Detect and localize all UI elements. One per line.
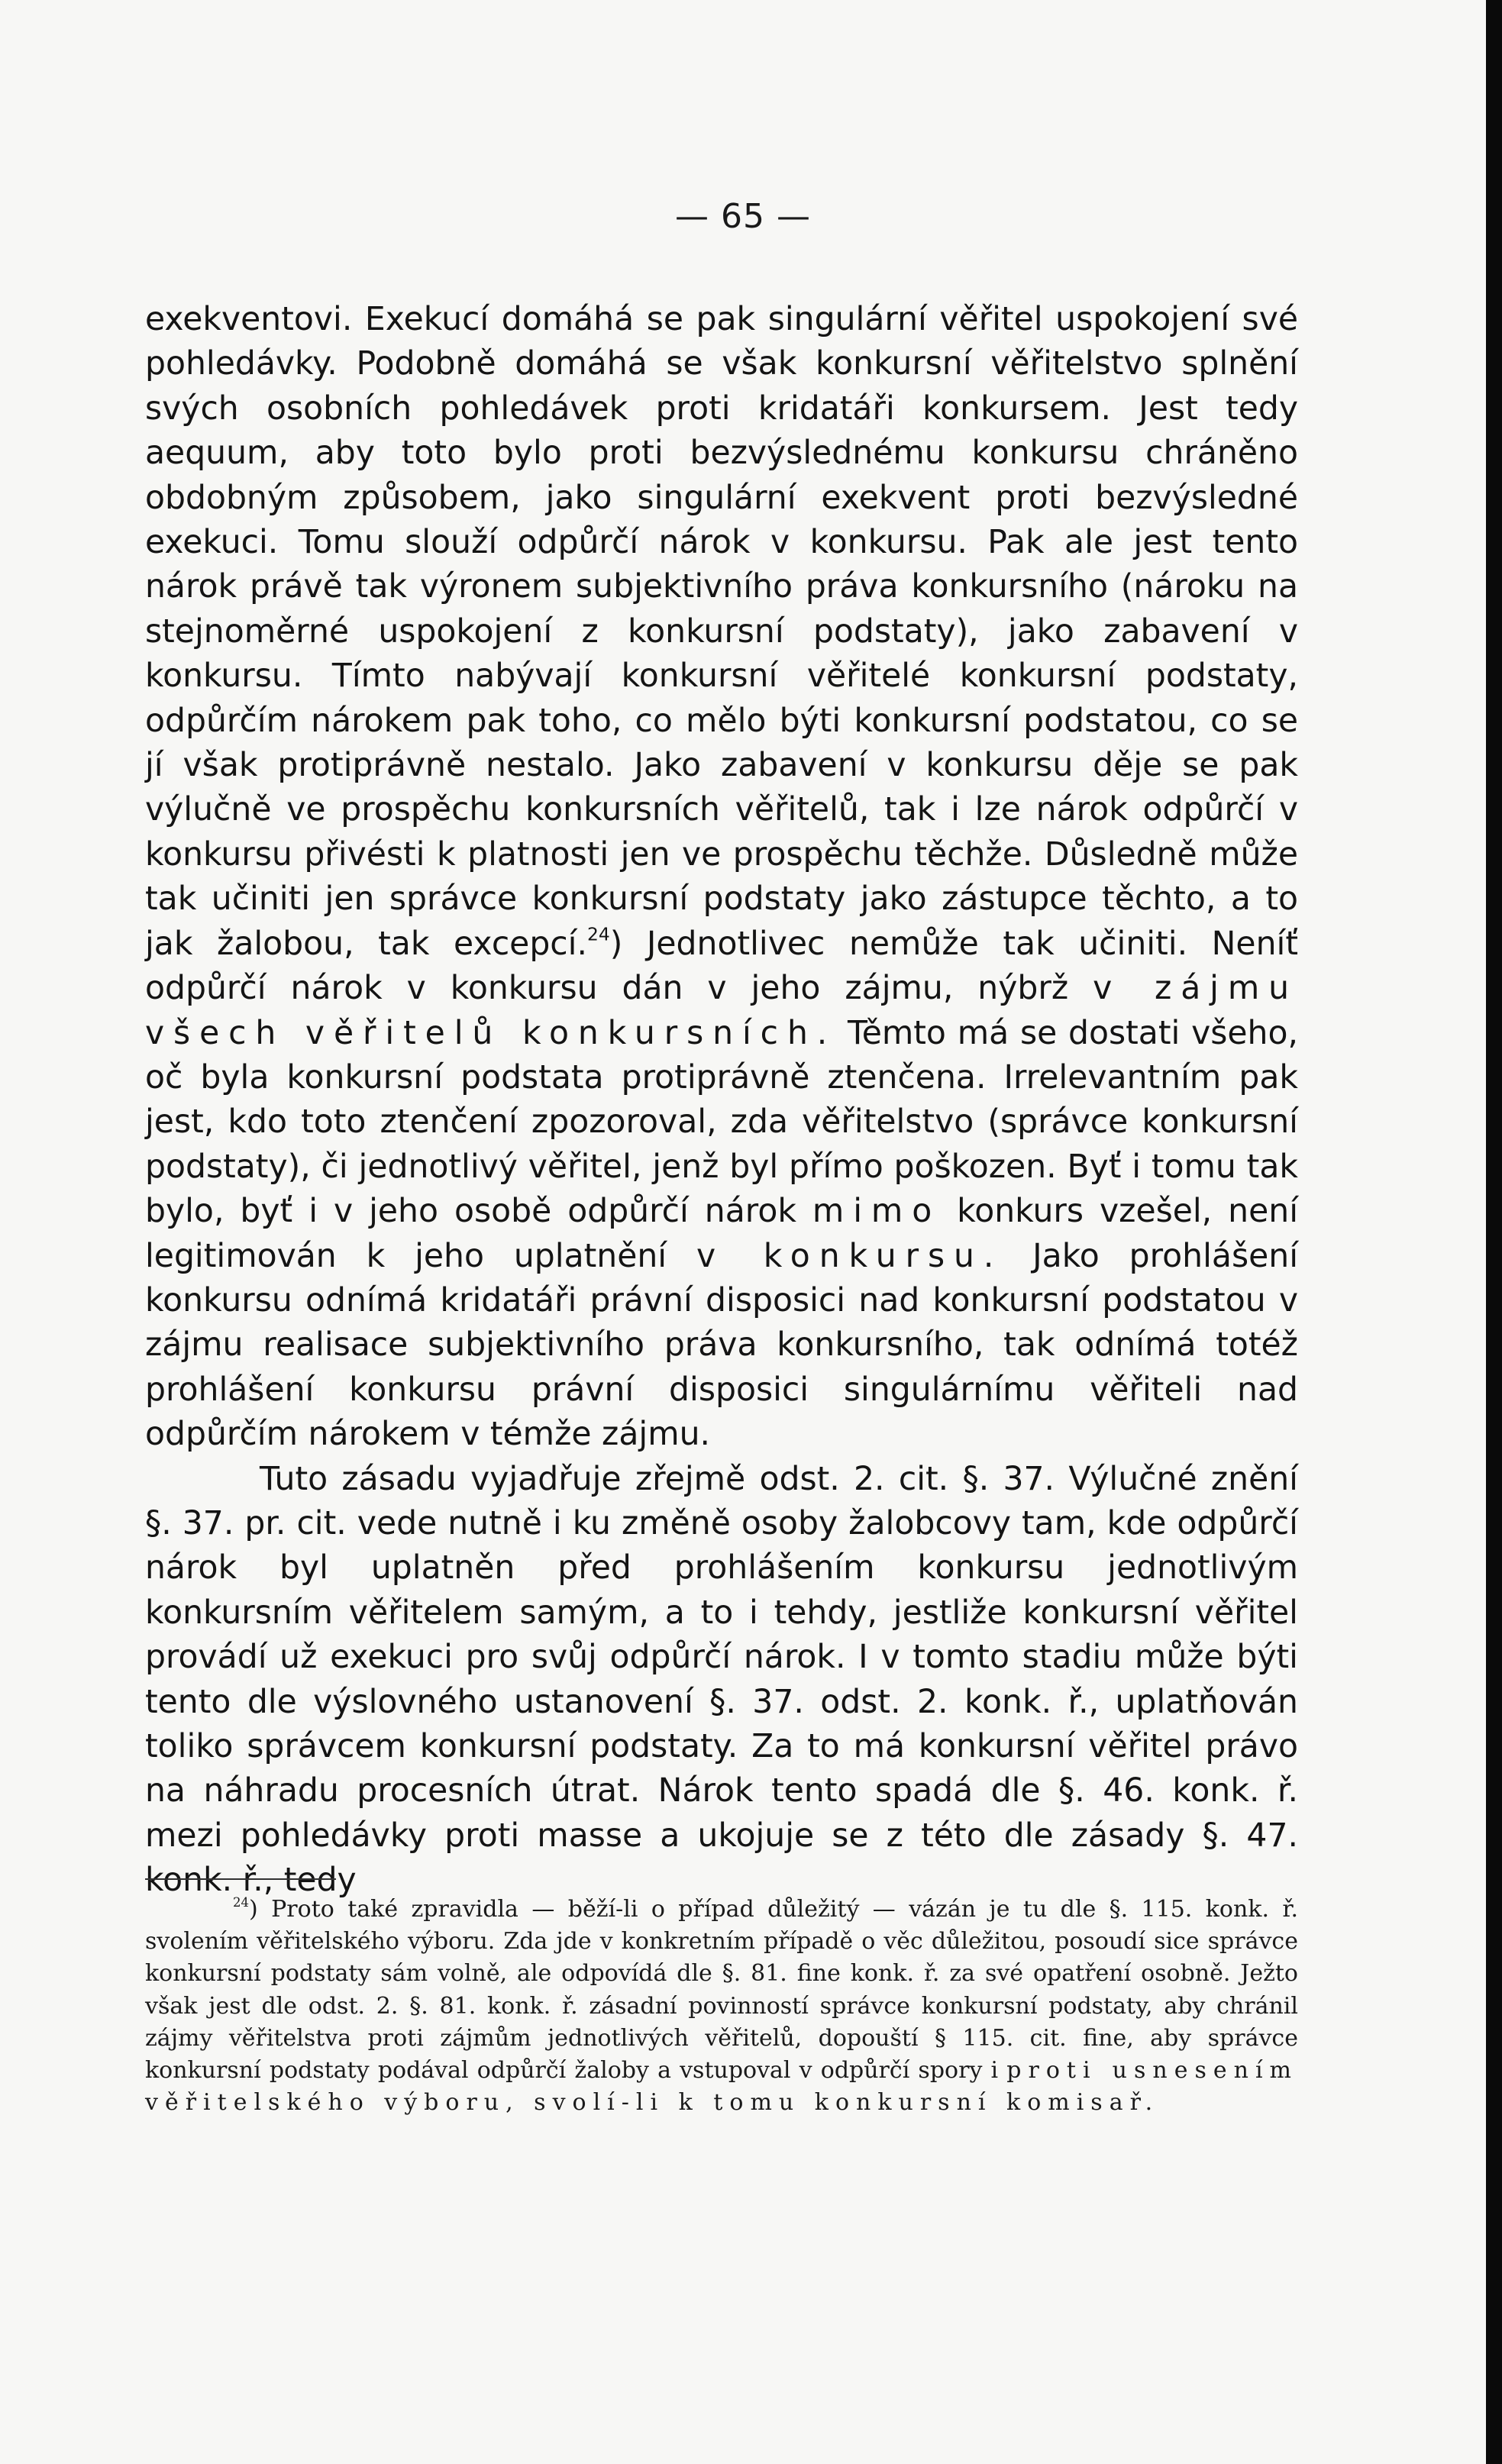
paragraph-1 [145, 298, 1298, 1458]
main-text [145, 298, 1298, 1904]
emphasis-all-creditors: v zájmu všech věřitelů konkursních. [145, 970, 1298, 1052]
page-number: — 65 — [675, 197, 811, 236]
footnote-24 [145, 1894, 1298, 2119]
emphasis-in-bankruptcy: v konkursu. [696, 1237, 1003, 1275]
footnote-emphasis: proti usnesením věřitelského výboru, svolí-li k tomu konkursní komisař. [145, 2057, 1298, 2117]
scan-edge [1486, 0, 1502, 2464]
footnote-text: ) Proto také zpravidla — běží-li o případ důležitý — vázán je tu dle §. 115. konk. ř. svolením věřitelského výboru. Zda jde v konkretním případě o věc důležitou, posoudí sice správce konkursní podstaty sám volně, ale odpovídá dle §. 81. fine konk. ř. za své opatření osobně. Ježto však jest dle odst. 2. §. 81. konk. ř. zásadní povinností správce konkursní podstaty, aby chránil zájmy věřitelstva proti zájmům jednotlivých věřitelů, dopouští § 115. cit. fine, aby správce konkursní podstaty podával odpůrčí žaloby a vstupoval v odpůrčí spory i [145, 1896, 1298, 2085]
emphasis-mimo: mimo [812, 1193, 942, 1231]
footnote-reference: 24 [587, 923, 610, 945]
paragraph-1-part-1: exekventovi. Exekucí domáhá se pak singulární věřitel uspokojení své pohledávky. Podobně domáhá se však konkursní věřitelstvo splnění svých osobních pohledávek proti kridatáři konkursem. Jest tedy aequum, aby toto bylo proti bezvýslednému konkursu chráněno obdobným způsobem, jako singulární exekvent proti bezvýsledné exekuci. Tomu slouží odpůrčí nárok v konkursu. Pak ale jest tento nárok právě tak výronem subjektivního práva konkursního (nároku na stejnoměrné uspokojení z konkursní podstaty), jako zabavení v konkursu. Tímto nabývají konkursní věřitelé konkursní podstaty, odpůrčím nárokem pak toho, co mělo býti konkursní podstatou, co se jí však protiprávně nestalo. Jako zabavení v konkursu děje se pak výlučně ve prospěchu konkursních věřitelů, tak i lze nárok odpůrčí v konkursu přivésti k platnosti jen ve prospěchu těchže. Důsledně může tak učiniti jen správce konkursní podstaty jako zástupce těchto, a to jak žalobou, tak excepcí. [145, 301, 1298, 963]
footnote-divider [145, 1878, 336, 1880]
paragraph-1-part-2: ) Jednotlivec nemůže tak učiniti. Neníť odpůrčí nárok v konkursu dán v jeho zájmu, nýbrž [145, 925, 1298, 1008]
paragraph-1-part-3: Těmto má se dostati všeho, oč byla konkursní podstata protiprávně ztenčena. Irrelevantním pak jest, kdo toto ztenčení zpozoroval, zda věřitelstvo (správce konkursní podstaty), či jednotlivý věřitel, jenž byl přímo poškozen. Byť i tomu tak bylo, byť i v jeho osobě odpůrčí nárok [145, 1014, 1298, 1231]
paragraph-1-part-5: Jako prohlášení konkursu odnímá kridatáři právní disposici nad konkursní podstatou v zájmu realisace subjektivního práva konkursního, tak odnímá totéž prohlášení konkursu právní disposici singulárnímu věřiteli nad odpůrčím nárokem v témže zájmu. [145, 1237, 1299, 1454]
footnote-number: 24 [233, 1894, 249, 1910]
paragraph-2: Tuto zásadu vyjadřuje zřejmě odst. 2. cit. §. 37. Výlučné znění §. 37. pr. cit. vede nutně i ku změně osoby žalobcovy tam, kde odpůrčí nárok byl uplatněn před prohlášením konkursu jednotlivým konkursním věřitelem samým, a to i tehdy, jestliže konkursní věřitel provádí už exekuci pro svůj odpůrčí nárok. I v tomto stadiu může býti tento dle výslovného ustanovení §. 37. odst. 2. konk. ř., uplatňován toliko správcem konkursní podstaty. Za to má konkursní věřitel právo na náhradu procesních útrat. Nárok tento spadá dle §. 46. konk. ř. mezi pohledávky proti masse a ukojuje se z této dle zásady §. 47. konk. ř., tedy [145, 1460, 1298, 1900]
paragraph-1-part-4: konkurs vzešel, není legitimován k jeho uplatnění [145, 1193, 1298, 1275]
